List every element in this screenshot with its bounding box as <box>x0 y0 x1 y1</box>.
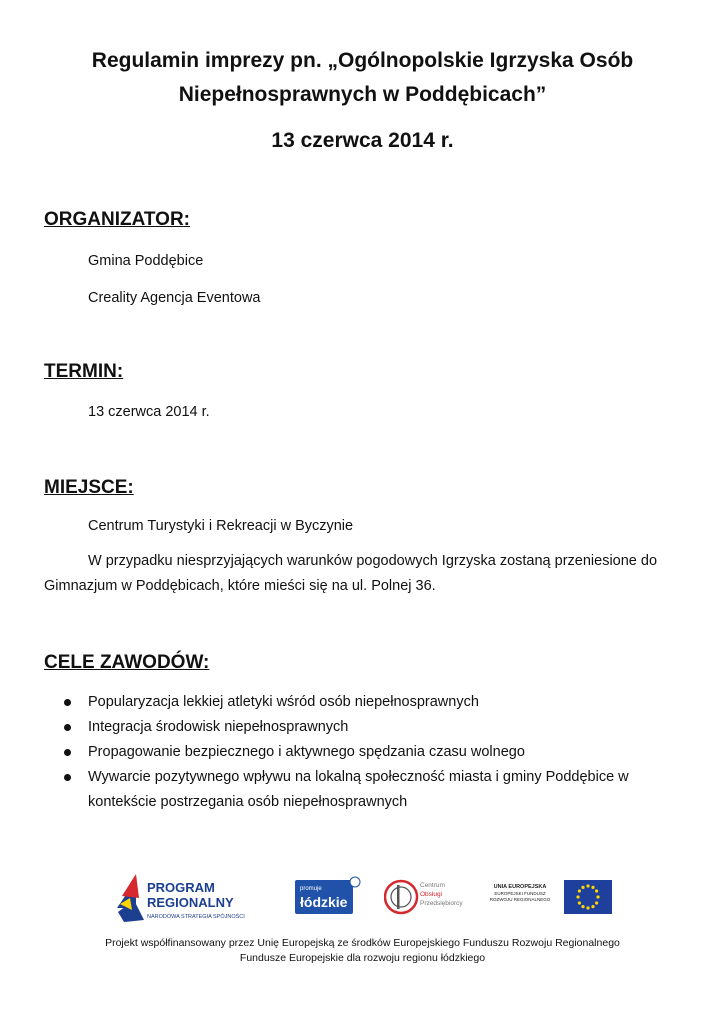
document-date: 13 czerwca 2014 r. <box>271 129 454 152</box>
goal-item <box>60 715 680 740</box>
eu-line2-text: EUROPEJSKI FUNDUSZ <box>494 891 546 896</box>
program-line1-text: PROGRAM <box>147 880 215 895</box>
document-title-line1: Regulamin imprezy pn. „Ogólnopolskie Igrzyska Osób <box>91 49 634 72</box>
cop-line3-text: Przedsiębiorcy <box>420 900 463 907</box>
bullet-icon <box>64 699 71 706</box>
goal-item <box>60 740 680 765</box>
term-value: 13 czerwca 2014 r. <box>88 404 210 420</box>
goal-text: Propagowanie bezpiecznego i aktywnego spędzania czasu wolnego <box>88 744 525 760</box>
goal-text: Wywarcie pozytywnego wpływu na lokalną społeczność miasta i gminy Poddębice w kontekście postrzegania osób niepełnosprawnych <box>88 769 629 810</box>
bullet-icon <box>64 749 71 756</box>
place-heading: MIEJSCE: <box>44 477 134 498</box>
footer-note <box>40 936 685 966</box>
document-title-line2: Niepełnosprawnych w Poddębicach” <box>178 83 547 106</box>
term-heading: TERMIN: <box>44 361 124 382</box>
place-weather-note: W przypadku niesprzyjających warunków pogodowych Igrzyska zostaną przeniesione do Gimnazjum w Poddębicach, które mieści się na ul. Polnej 36. <box>44 553 658 594</box>
cop-line1-text: Centrum <box>420 882 445 889</box>
promuje-lodzkie-emblem-icon <box>295 876 361 916</box>
lodzkie-small-text: promuje <box>300 886 322 892</box>
centrum-obslugi-logo <box>384 876 464 920</box>
centrum-obslugi-emblem-icon <box>384 876 464 920</box>
sponsor-logos-strip <box>0 866 725 926</box>
goal-text: Popularyzacja lekkiej atletyki wśród osób niepełnosprawnych <box>88 694 479 710</box>
eu-line3-text: ROZWOJU REGIONALNEGO <box>489 897 551 902</box>
goals-heading: CELE ZAWODÓW: <box>44 652 210 673</box>
organizer-heading: ORGANIZATOR: <box>44 209 191 230</box>
program-regionalny-logo <box>114 868 274 924</box>
promuje-lodzkie-logo <box>295 876 361 916</box>
bullet-icon <box>64 724 71 731</box>
organizer-item: Creality Agencja Eventowa <box>88 290 261 306</box>
bullet-icon <box>64 774 71 781</box>
footer-line1: Projekt współfinansowany przez Unię Europejską ze środków Europejskiego Funduszu Rozwoju Regionalnego <box>105 937 620 949</box>
eu-flag-icon <box>484 878 616 918</box>
lodzkie-main-text: łódzkie <box>300 894 348 910</box>
program-line2-text: REGIONALNY <box>147 895 234 910</box>
organizer-item: Gmina Poddębice <box>88 253 204 269</box>
goal-text: Integracja środowisk niepełnosprawnych <box>88 719 349 735</box>
cop-line2-text: Obsługi <box>420 891 443 898</box>
place-venue: Centrum Turystyki i Rekreacji w Byczynie <box>88 518 354 534</box>
program-sub-text: NARODOWA STRATEGIA SPÓJNOŚCI <box>147 914 245 920</box>
program-regionalny-emblem-icon <box>114 868 274 924</box>
goals-list <box>60 690 680 815</box>
eu-line1-text: UNIA EUROPEJSKA <box>493 884 547 890</box>
goal-item <box>60 765 680 815</box>
unia-europejska-logo <box>484 878 616 918</box>
goal-item <box>60 690 680 715</box>
footer-line2: Fundusze Europejskie dla rozwoju regionu łódzkiego <box>239 952 486 964</box>
